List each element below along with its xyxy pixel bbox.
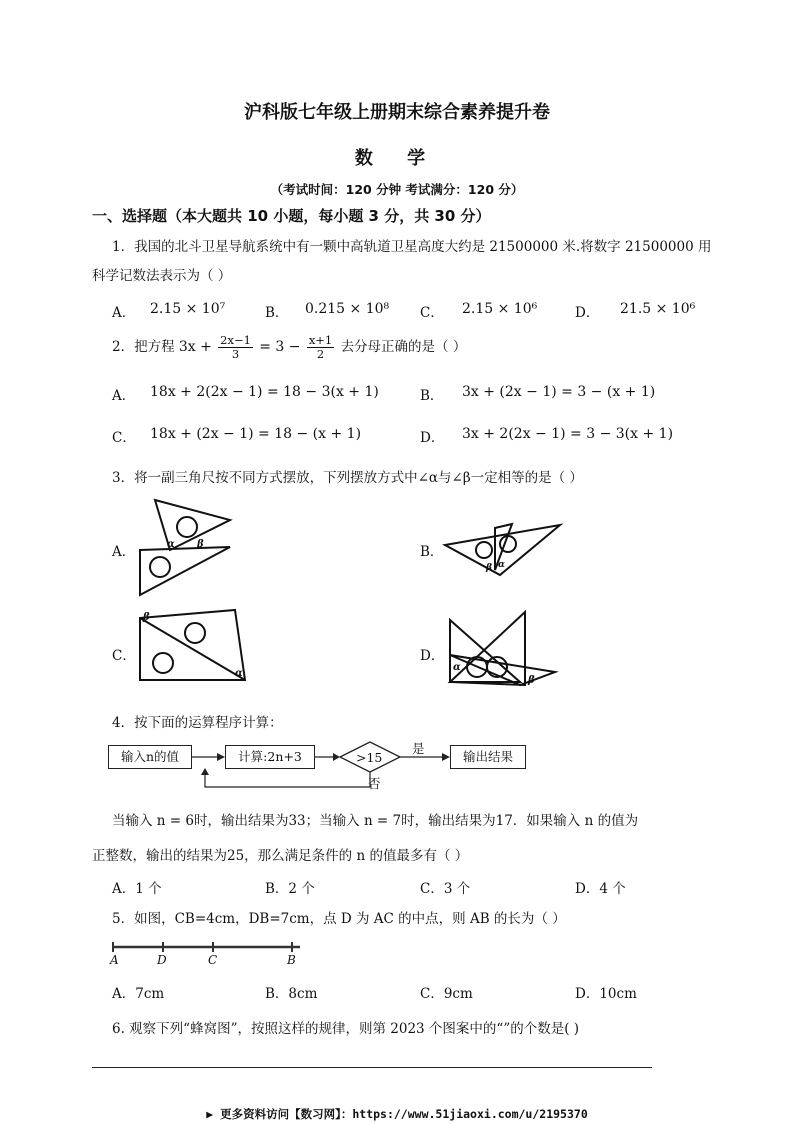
q1-option-b-label: B．: [265, 305, 289, 321]
exam-info: （考试时间：120 分钟 考试满分：120 分）: [270, 182, 524, 197]
q2-option-d-label: D．: [420, 430, 445, 446]
q3a-beta-label: β: [197, 539, 204, 550]
q3d-beta-label: β: [528, 675, 535, 686]
q3-option-a-label: A．: [112, 544, 136, 560]
q2-option-a: 18x + 2(2x − 1) = 18 − 3(x + 1): [150, 384, 379, 400]
q4-line2: 正整数，输出的结果为25，那么满足条件的 n 的值最多有（ ）: [92, 848, 469, 864]
q3c-beta-label: β: [143, 612, 150, 623]
q3-figure-b: [440, 520, 570, 580]
q2-stem: [112, 332, 466, 362]
flow-input-box: 输入n的值: [108, 745, 192, 769]
q3-option-c-label: C．: [112, 648, 136, 664]
q1-option-d: 21.5 × 10⁶: [620, 301, 696, 317]
q2-eq-left: 3x +: [178, 339, 212, 355]
q1-option-a-label: A．: [112, 305, 136, 321]
q3a-alpha-label: α: [167, 539, 175, 550]
q5-point-a: A: [110, 953, 119, 967]
flow-no-label: 否: [368, 776, 381, 791]
q2-fraction-2: [307, 334, 334, 361]
q4-option-c: C．3 个: [420, 881, 471, 897]
q2-frac2-denominator: 2: [316, 347, 325, 361]
q3b-alpha-label: α: [498, 560, 505, 570]
q4-option-d: D．4 个: [575, 881, 626, 897]
q2-option-d: 3x + 2(2x − 1) = 3 − 3(x + 1): [462, 426, 674, 442]
q3c-alpha-label: α: [235, 668, 243, 679]
q2-fraction-1: [218, 334, 253, 361]
footer-link[interactable]: ▶ 更多资料访问【数习网】：https://www.51jiaoxi.com/u/2195370: [206, 1107, 588, 1121]
flow-condition: >15: [356, 750, 383, 765]
subject-heading: 数 学: [354, 148, 440, 169]
q3-option-d-label: D．: [420, 648, 445, 664]
q4-stem: 4．按下面的运算程序计算：: [112, 715, 283, 731]
q5-option-d: D．10cm: [575, 986, 637, 1002]
q2-option-c: 18x + (2x − 1) = 18 − (x + 1): [150, 426, 362, 442]
q5-point-b: B: [287, 953, 296, 967]
flow-output-box: 输出结果: [450, 745, 526, 769]
q2-option-a-label: A．: [112, 388, 136, 404]
q3-stem: 3．将一副三角尺按不同方式摆放，下列摆放方式中∠α与∠β一定相等的是（ ）: [112, 470, 583, 486]
q4-option-b: B．2 个: [265, 881, 315, 897]
q3d-alpha-label: α: [453, 662, 461, 673]
q6-stem: 6. 观察下列“蜂窝图”，按照这样的规律，则第 2023 个图案中的“”的个数是( ): [112, 1021, 580, 1037]
q2-frac1-numerator: 2x−1: [220, 333, 251, 347]
q5-option-a: A．7cm: [112, 986, 165, 1002]
q5-point-d: D: [157, 953, 167, 967]
q2-eq-mid: = 3 −: [259, 339, 301, 355]
q2-option-b: 3x + (2x − 1) = 3 − (x + 1): [462, 384, 656, 400]
q3b-beta-label: β: [486, 563, 492, 573]
q1-option-d-label: D．: [575, 305, 600, 321]
q1-option-a: 2.15 × 10⁷: [150, 301, 226, 317]
q4-line1: 当输入 n = 6时，输出结果为33；当输入 n = 7时，输出结果为17．如果输入 n 的值为: [112, 813, 639, 829]
q1-line2: 科学记数法表示为（ ）: [92, 268, 232, 284]
q5-stem: 5．如图，CB=4cm，DB=7cm，点 D 为 AC 的中点，则 AB 的长为（ ）: [112, 911, 566, 927]
q3-option-b-label: B．: [420, 544, 444, 560]
q5-point-c: C: [208, 953, 218, 967]
q5-option-c: C．9cm: [420, 986, 473, 1002]
q1-line1: 1．我国的北斗卫星导航系统中有一颗中高轨道卫星高度大约是 21500000 米.将数字 21500000 用: [112, 239, 712, 255]
q4-option-a: A．1 个: [112, 881, 162, 897]
flow-yes-label: 是: [412, 741, 425, 756]
q1-option-c: 2.15 × 10⁶: [462, 301, 538, 317]
q2-option-b-label: B．: [420, 388, 444, 404]
footer-divider: [92, 1067, 652, 1068]
q2-suffix: 去分母正确的是（ ）: [340, 339, 467, 355]
section-heading: 一、选择题（本大题共 10 小题，每小题 3 分，共 30 分）: [92, 207, 491, 225]
q2-prefix: 2．把方程: [112, 339, 175, 355]
q2-frac2-numerator: x+1: [308, 333, 333, 347]
q3-figure-a: [135, 495, 245, 600]
q1-option-b: 0.215 × 10⁸: [305, 301, 390, 317]
q5-option-b: B．8cm: [265, 986, 318, 1002]
q2-option-c-label: C．: [112, 430, 136, 446]
q2-frac1-denominator: 3: [231, 347, 240, 361]
q1-option-c-label: C．: [420, 305, 444, 321]
q5-line-segment: [105, 938, 310, 968]
flow-compute-box: 计算:2n+3: [225, 745, 315, 769]
exam-title: 沪科版七年级上册期末综合素养提升卷: [244, 102, 550, 123]
q3-figure-d: [445, 610, 565, 690]
q3-figure-c: [135, 608, 250, 688]
